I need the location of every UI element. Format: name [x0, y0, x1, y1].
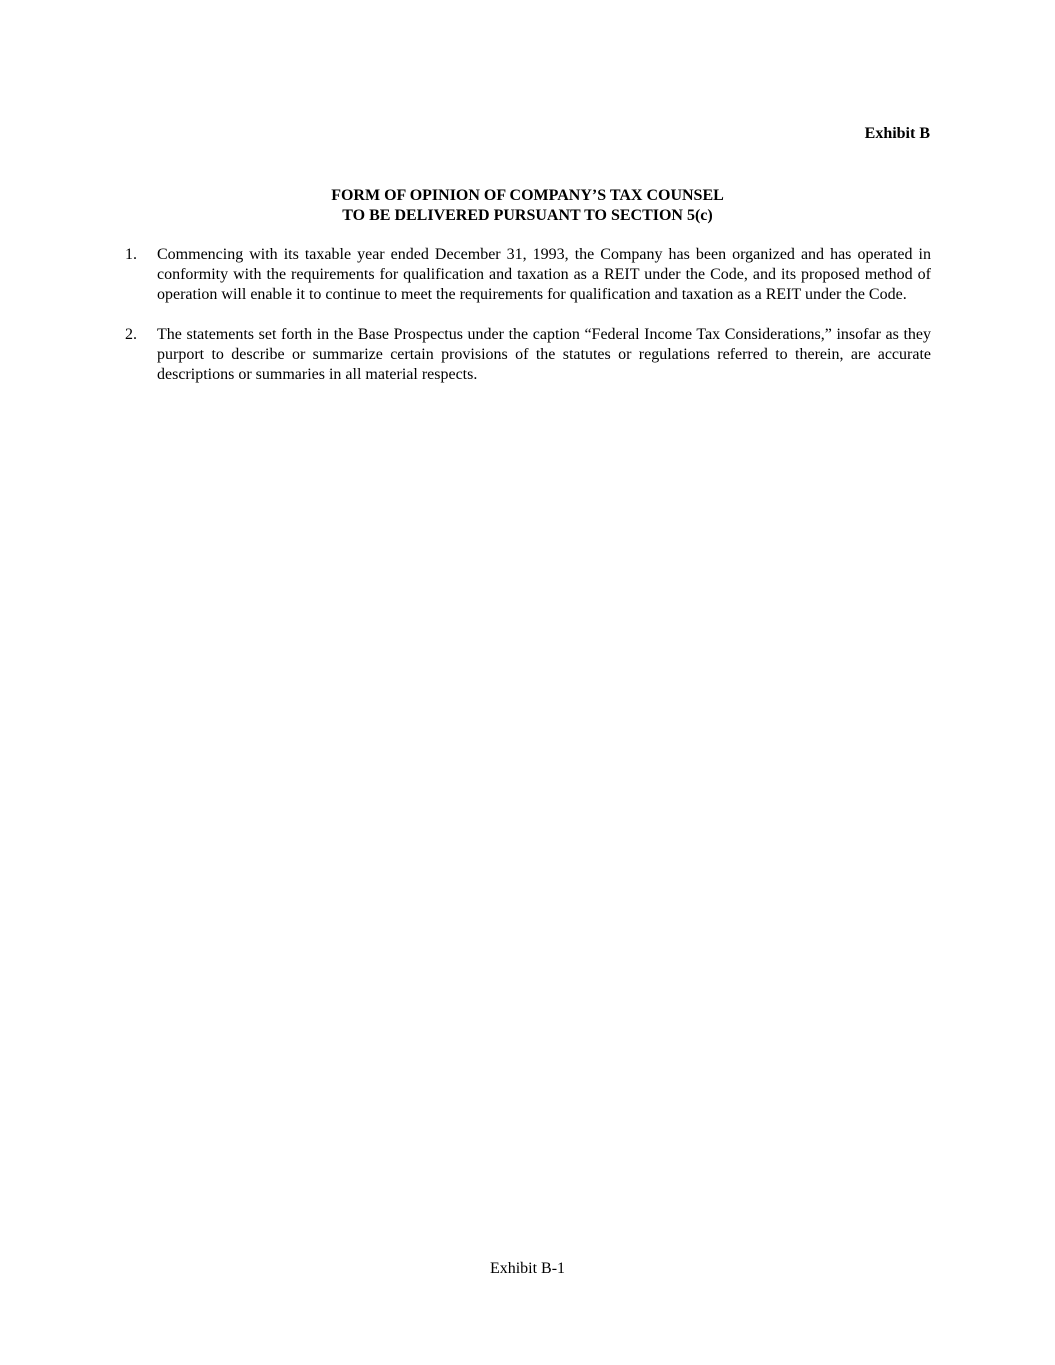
- exhibit-heading: Exhibit B: [864, 125, 930, 142]
- list-item-text: Commencing with its taxable year ended December 31, 1993, the Company has been organized and has operated in conformity with the requirements for qualification and taxation as a REIT under the Code, and its proposed method of operation will enable it to continue to meet the requirements for qualification and taxation as a REIT under the Code.: [157, 246, 931, 303]
- list-item-number: 1.: [125, 246, 137, 263]
- document-title: [0, 186, 1055, 226]
- page-footer: Exhibit B-1: [489, 1260, 566, 1277]
- title-line-2: TO BE DELIVERED PURSUANT TO SECTION 5(c): [342, 207, 713, 224]
- title-line-1: FORM OF OPINION OF COMPANY’S TAX COUNSEL: [331, 187, 724, 204]
- list-item: [125, 245, 931, 305]
- list-item: [125, 325, 931, 385]
- list-item-number: 2.: [125, 326, 137, 343]
- opinion-list: [125, 245, 931, 405]
- list-item-text: The statements set forth in the Base Prospectus under the caption “Federal Income Tax Considerations,” insofar as they purport to describe or summarize certain provisions of the statutes or regulations referred to therein, are accurate descriptions or summaries in all material respects.: [157, 326, 931, 383]
